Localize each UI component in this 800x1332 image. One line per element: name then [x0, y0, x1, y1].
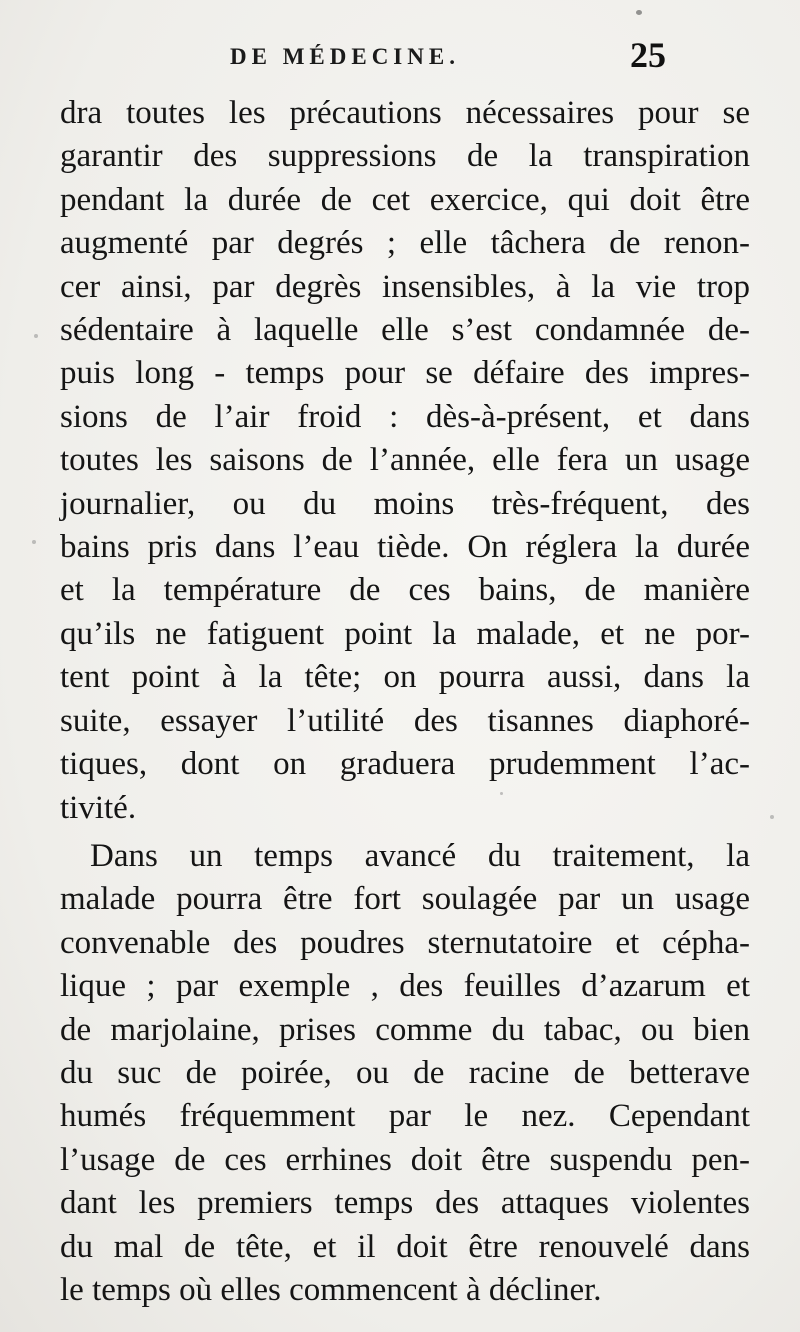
- text-line: et la température de ces bains, de manière: [60, 572, 750, 609]
- text-line: Dans un temps avancé du traitement, la: [90, 837, 750, 874]
- text-line: lique ; par exemple , des feuilles d’azarum et: [60, 968, 750, 1005]
- text-line: du mal de tête, et il doit être renouvelé dans: [60, 1228, 750, 1265]
- paragraph-1: [60, 92, 750, 830]
- print-speck: [636, 10, 642, 15]
- print-speck: [32, 540, 36, 544]
- text-line: malade pourra être fort soulagée par un usage: [60, 881, 750, 918]
- text-line: puis long - temps pour se défaire des impres-: [60, 355, 750, 392]
- text-line: suite, essayer l’utilité des tisannes diaphoré-: [60, 702, 750, 739]
- text-line: l’usage de ces errhines doit être suspendu pen-: [60, 1141, 750, 1178]
- text-line: pendant la durée de cet exercice, qui doit être: [60, 181, 750, 218]
- text-line: convenable des poudres sternutatoire et cépha-: [60, 924, 750, 961]
- text-line: tivité.: [60, 789, 137, 826]
- page-number: 25: [630, 35, 666, 75]
- text-line: tent point à la tête; on pourra aussi, dans la: [60, 659, 750, 696]
- text-line: le temps où elles commencent à décliner.: [60, 1271, 602, 1308]
- text-line: augmenté par degrés ; elle tâchera de renon-: [60, 225, 750, 262]
- text-line: bains pris dans l’eau tiède. On réglera la durée: [60, 529, 750, 566]
- text-line: dant les premiers temps des attaques violentes: [60, 1185, 750, 1222]
- text-line: journalier, ou du moins très-fréquent, des: [60, 485, 750, 522]
- text-line: garantir des suppressions de la transpiration: [60, 138, 750, 175]
- text-line: de marjolaine, prises comme du tabac, ou bien: [60, 1011, 750, 1048]
- text-line: sédentaire à laquelle elle s’est condamnée de-: [60, 312, 750, 349]
- body-text: [60, 92, 750, 1312]
- print-speck: [770, 815, 774, 819]
- text-line: qu’ils ne fatiguent point la malade, et ne por-: [60, 615, 750, 652]
- text-line: humés fréquemment par le nez. Cependant: [60, 1098, 750, 1135]
- text-line: du suc de poirée, ou de racine de betterave: [60, 1054, 750, 1091]
- text-line: toutes les saisons de l’année, elle fera un usage: [60, 442, 750, 479]
- paragraph-2: [60, 835, 750, 1312]
- running-head: DE MÉDECINE.: [230, 44, 460, 69]
- print-speck: [34, 334, 38, 338]
- text-line: tiques, dont on graduera prudemment l’ac-: [60, 746, 750, 783]
- print-speck: [500, 792, 503, 795]
- text-line: sions de l’air froid : dès-à-présent, et dans: [60, 398, 750, 435]
- text-line: cer ainsi, par degrès insensibles, à la vie trop: [60, 268, 750, 305]
- text-line: dra toutes les précautions nécessaires pour se: [60, 95, 750, 131]
